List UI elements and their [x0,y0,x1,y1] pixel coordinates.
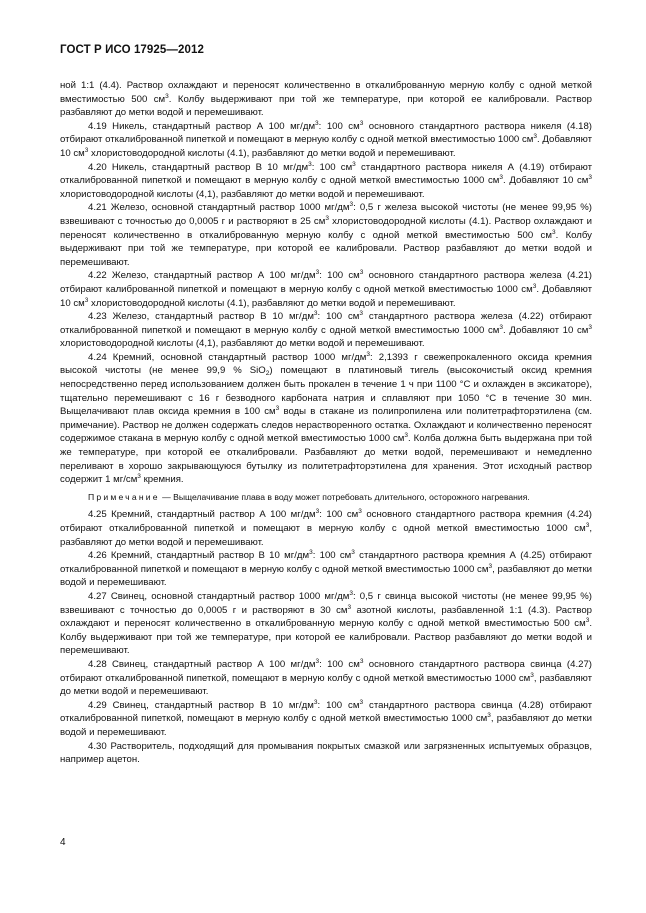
note-text: — Выщелачивание плава в воду может потребовать длительного, осторожного нагревания. [159,491,530,502]
paragraph-4-25: 4.25 Кремний, стандартный раствор А 100 $мг/дм^3$: 100 $см^3$ основного стандартного раствора кремния (4.24) отбирают откалиброванной пипеткой и помещают в мерную колбу с одной меткой вместимостью 1000 $см^3$, разбавляют до метки водой и перемешивают. [60,508,592,548]
page-number: 4 [60,837,66,848]
paragraph-4-23: 4.23 Железо, стандартный раствор В 10 $мг/дм^3$: 100 $см^3$ стандартного раствора железа (4.22) отбирают откалиброванной пипеткой и помещают в мерную колбу с одной меткой вместимостью 1000 $см^3$. Добавляют 10 $см^3$ хлористоводородной кислоты (4,1), разбавляют до метки водой и перемешивают. [60,310,592,350]
paragraph-continuation [60,79,592,120]
paragraph-4-26: 4.26 Кремний, стандартный раствор В 10 $мг/дм^3$: 100 $см^3$ стандартного раствора кремния А (4.25) отбирают откалиброванной пипеткой и помещают в мерную колбу с одной меткой вместимостью 1000 $см^3$, разбавляют до метки водой и перемешивают. [60,549,592,589]
paragraph-4-20: 4.20 Никель, стандартный раствор В 10 $мг/дм^3$: 100 $см^3$ стандартного раствора никеля А (4.19) отбирают откалиброванной пипеткой и помещают в мерную колбу с одной меткой вместимостью 1000 $см^3$. Добавляют 10 $см^3$ хлористоводородной кислоты (4,1), разбавляют до метки водой и перемешивают. [60,160,592,200]
note-label: Примечание [88,491,160,502]
paragraph-4-22: 4.22 Железо, стандартный раствор А 100 $мг/дм^3$: 100 $см^3$ основного стандартного раствора железа (4.21) отбирают калиброванной пипеткой и помещают в мерную колбу с одной меткой вместимостью 1000 $см^3$. Добавляют 10 $см^3$ хлористоводородной кислоты (4.1), разбавляют до метки водой и перемешивают. [60,269,593,309]
note [60,491,592,505]
paragraph-4-27: 4.27 Свинец, основной стандартный раствор 1000 $мг/дм^3$: 0,5 г свинца высокой чистоты (не менее 99,95 %) взвешивают с точностью до 0,0005 г и растворяют в 30 $см^3$ азотной кислоты, разбавленной 1:1 (4.3). Раствор охлаждают и переносят количественно в откалиброванную мерную колбу с одной меткой вместимостью 500 $см^3$. Колбу выдерживают при той же температуре, при которой ее калибровали. Раствор разбавляют до метки водой и перемешивают. [60,589,592,657]
paragraph-4-19: 4.19 Никель, стандартный раствор А 100 $мг/дм^3$: 100 $см^3$ основного стандартного раствора никеля (4.18) отбирают откалиброванной пипеткой и помещают в мерную колбу с одной меткой вместимостью 1000 $см^3$. Добавляют 10 $см^3$ хлористоводородной кислоты (4.1), разбавляют до метки водой и перемешивают. [60,119,592,159]
paragraph-4-29: 4.29 Свинец, стандартный раствор В 10 $мг/дм^3$: 100 $см^3$ стандартного раствора свинца (4.28) отбирают откалиброванной пипеткой, помещают в мерную колбу с одной меткой вместимостью 1000 $см^3$, разбавляют до метки водой и перемешивают. [60,698,592,738]
document-body [60,79,592,767]
paragraph-4-28: 4.28 Свинец, стандартный раствор А 100 $мг/дм^3$: 100 $см^3$ основного стандартного раствора свинца (4.27) отбирают откалиброванной пипеткой, помещают в мерную колбу с одной меткой вместимостью 1000 $см^3$, разбавляют до метки водой и перемешивают. [60,657,592,698]
paragraph-text: . Колбу выдерживают при той же температуре, при которой ее калибровали. Раствор разбавляют до метки водой и перемешивают. [60,93,592,119]
paragraph-4-21: 4.21 Железо, основной стандартный раствор 1000 $мг/дм^3$: 0,5 г железа высокой чистоты (не менее 99,95 %) взвешивают с точностью до 0,0005 г и растворяют в 25 $см^3$ хлористоводородной кислоты (4.1). Раствор охлаждают и переносят количественно в откалиброванную мерную колбу с одной меткой вместимостью 500 $см^3$. Колбу выдерживают при той же температуре, при которой ее калибровали. Раствор разбавляют до метки водой и перемешивают. [60,201,592,268]
paragraph-4-24: 4.24 Кремний, основной стандартный раствор 1000 $мг/дм^3$: 2,1393 г свежепрокаленного оксида кремния высокой чистоты (не менее 99,9 % SiO$_2$) помещают в платиновый тигель (высокочистый оксид кремния непосредственно перед использованием должен быть прокален в течение 1 ч при 1100 °С и охлажден в эксикаторе), тщательно перемешивают с 16 г безводного карбоната натрия и сплавляют при 1050 °С в течение 30 мин. Выщелачивают плав оксида кремния в 100 $см^3$ воды в стакане из полипропилена или политетрафторэтилена (см. примечание). Раствор не должен содержать следов нерастворенного остатка. Охлаждают и количественно переносят содержимое стакана в мерную колбу с одной меткой вместимостью 1000 $см^3$. Колба должна быть выдержана при той же температуре, при которой ее откалибровали. Разбавляют до метки водой, перемешивают и немедленно переливают в хорошо закрывающуюся бутылку из политетрафторэтилена для хранения. Этот исходный раствор содержит 1 $мг/см^3$ кремния. [60,350,593,486]
document-header: ГОСТ Р ИСО 17925—2012 [60,44,205,56]
paragraph-4-30: 4.30 Растворитель, подходящий для промывания покрытых смазкой или загрязненных испытуемых образцов, например ацетон. [60,740,592,766]
superscript: 3 [165,92,169,100]
paragraph-text: ной 1:1 (4.4). Раствор охлаждают и переносят количественно в откалиброванную мерную колбу с одной меткой вместимостью 500 см [60,80,592,105]
